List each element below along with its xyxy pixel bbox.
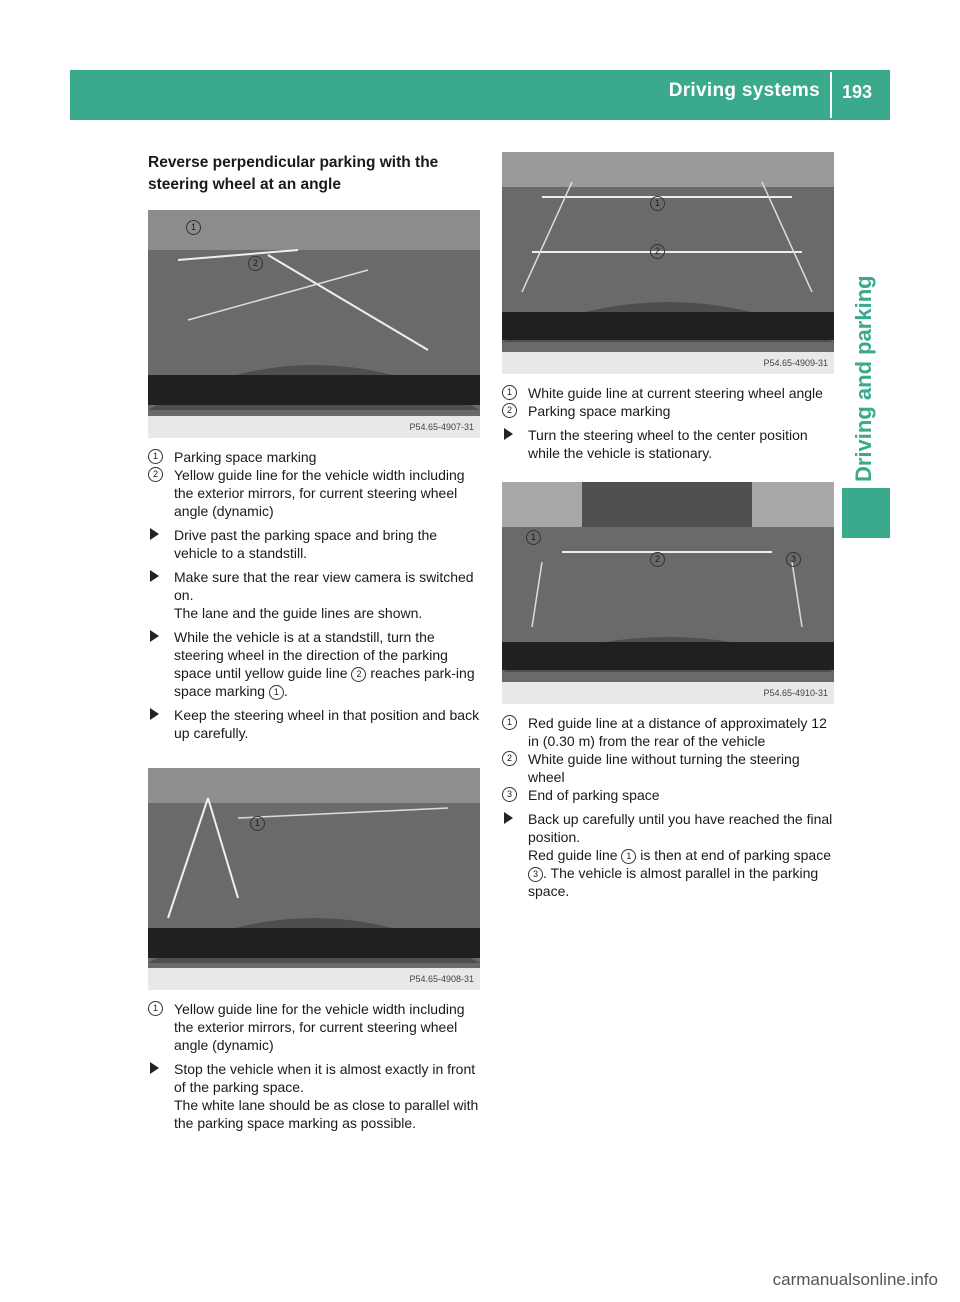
callout-2: 2 xyxy=(650,244,665,259)
callout-3: 3 xyxy=(786,552,801,567)
legend-item: 1 Yellow guide line for the vehicle width including the exterior mirrors, for current steering wheel angle (dynamic) xyxy=(148,1000,482,1054)
legend-item: 1 Red guide line at a distance of approximately 12 in (0.30 m) from the rear of the vehicle xyxy=(502,714,834,750)
section-heading: Reverse perpendicular parking with the steering wheel at an angle xyxy=(148,154,439,193)
legend-item: 2 Yellow guide line for the vehicle width including the exterior mirrors, for current steering wheel angle (dynamic) xyxy=(148,466,482,520)
page-number: 193 xyxy=(842,82,873,102)
step-arrow-icon xyxy=(504,812,513,824)
header-divider xyxy=(830,72,832,118)
image-code: P54.65-4909-31 xyxy=(502,352,834,374)
legend-item: 1 Parking space marking xyxy=(148,448,482,466)
callout-1: 1 xyxy=(250,816,265,831)
side-tab-marker xyxy=(842,488,890,538)
step: Stop the vehicle when it is almost exactly in front of the parking space. The white lane should be as close to parallel with the parking space marking as possible. xyxy=(148,1060,482,1132)
callout-2: 2 xyxy=(248,256,263,271)
section-title: Driving systems xyxy=(668,80,820,101)
legend-item: 3 End of parking space xyxy=(502,786,834,804)
step: Drive past the parking space and bring the vehicle to a standstill. xyxy=(148,526,482,562)
step: While the vehicle is at a standstill, turn the steering wheel in the direction of the parking space until yellow guide line 2 reaches park-ing space marking 1 . xyxy=(148,628,482,700)
step-arrow-icon xyxy=(504,428,513,440)
camera-image-1 xyxy=(148,210,480,438)
camera-image-2 xyxy=(148,768,480,990)
legend-item: 2 Parking space marking xyxy=(502,402,834,420)
side-tab-label: Driving and parking xyxy=(851,275,876,482)
left-column xyxy=(148,152,482,1132)
step-arrow-icon xyxy=(150,570,159,582)
camera-image-3 xyxy=(502,152,834,374)
legend-item: 1 White guide line at current steering wheel angle xyxy=(502,384,834,402)
step-arrow-icon xyxy=(150,708,159,720)
step: Keep the steering wheel in that position and back up carefully. xyxy=(148,706,482,742)
callout-1: 1 xyxy=(650,196,665,211)
right-column xyxy=(502,152,834,900)
step: Turn the steering wheel to the center position while the vehicle is stationary. xyxy=(502,426,834,462)
image-code: P54.65-4908-31 xyxy=(148,968,480,990)
callout-1: 1 xyxy=(186,220,201,235)
watermark: carmanualsonline.info xyxy=(772,1270,938,1289)
step: Make sure that the rear view camera is switched on. The lane and the guide lines are shown. xyxy=(148,568,482,622)
step-arrow-icon xyxy=(150,528,159,540)
image-code: P54.65-4907-31 xyxy=(148,416,480,438)
callout-2: 2 xyxy=(650,552,665,567)
callout-1: 1 xyxy=(526,530,541,545)
camera-image-4 xyxy=(502,482,834,704)
step-arrow-icon xyxy=(150,1062,159,1074)
step-arrow-icon xyxy=(150,630,159,642)
legend-item: 2 White guide line without turning the steering wheel xyxy=(502,750,834,786)
image-code: P54.65-4910-31 xyxy=(502,682,834,704)
step: Back up carefully until you have reached the final position. Red guide line 1 is then at end of parking space 3 . The vehicle is almost parallel in the parking space. xyxy=(502,810,834,900)
